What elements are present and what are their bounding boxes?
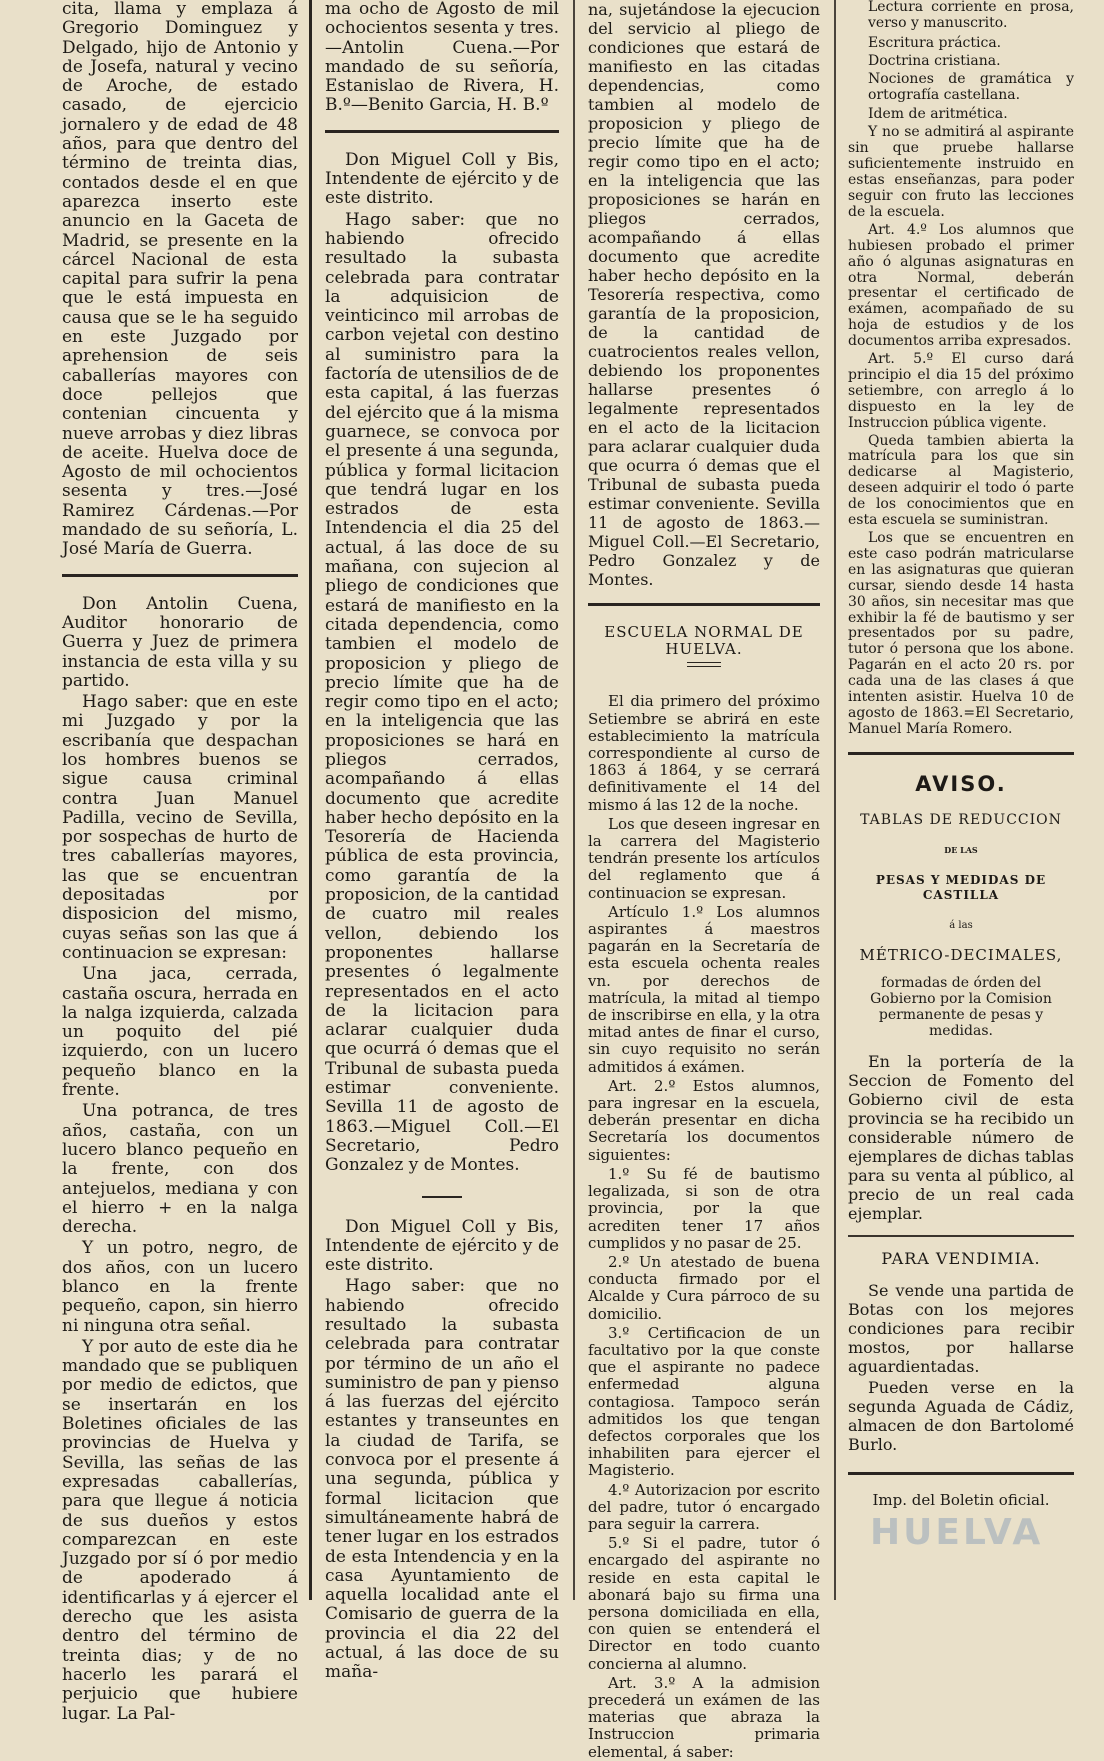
column-divider: [573, 0, 575, 1600]
notice-text: Los que deseen ingresar en la carrera del Magisterio tendrán presente los artículos del reglamento que á continuacion se expresan.: [588, 814, 820, 902]
list-item: 5.º Si el padre, tutor ó encargado del aspirante no reside en esta capital le abonará bajo su firma una persona domiciliada en ella, con quien se entenderá el Director en todo cuanto concierna al alumno.: [588, 1534, 820, 1673]
vendimia-heading: PARA VENDIMIA.: [881, 1248, 1041, 1268]
notice-text: Hago saber: que en este mi Juzgado y por la escribanía que despachan los hombres buenos se sigue causa criminal contra Juan Manuel Padilla, vecino de Sevilla, por sospechas de hurto de tres caballerías mayores, las que se encuentran depositadas por disposicion del mismo, cuyas señas son las que á continuacion se expresan:: [62, 692, 298, 963]
article-text: Art. 3.º A la admision precederá un exámen de las materias que abraza la Instruccion primaria elemental, á saber:: [588, 1673, 820, 1761]
notice-text: Una potranca, de tres años, castaña, con un lucero blanco pequeño en la frente, con dos antejuelos, mediana y con el hierro + en la nalga derecha.: [62, 1101, 298, 1238]
notice-text: Una jaca, cerrada, castaña oscura, herrada en la nalga izquierda, calzada un poquito del pié izquierdo, con un lucero pequeño blanco en la frente.: [62, 964, 298, 1101]
printer-imprint: Imp. del Boletin oficial.: [872, 1490, 1050, 1509]
article-text: Artículo 1.º Los alumnos aspirantes á maestros pagarán en la Secretaría de esta escuela ochenta reales vn. por derechos de matrícula, la mitad al tiempo de inscribirse en ella, y la otra mitad antes de finar el curso, sin cuyo requisito no serán admitidos á exámen.: [588, 902, 820, 1076]
column-1: [62, 0, 298, 1724]
column-2: [325, 0, 559, 1683]
article-text: Art. 5.º El curso dará principio el dia 15 del próximo setiembre, con arreglo á lo dispuesto en la ley de Instruccion pública vigente.: [848, 351, 1074, 431]
notice-text: En la portería de la Seccion de Fomento del Gobierno civil de esta provincia se ha recibido un considerable número de ejemplares de dichas tablas para su venta al público, al precio de un real cada ejemplar.: [848, 1051, 1074, 1223]
list-item: Escritura práctica.: [868, 34, 1002, 51]
list-item: Idem de aritmética.: [868, 106, 1008, 123]
notice-text: Queda tambien abierta la matrícula para los que sin dedicarse al Magisterio, deseen adquirir el todo ó parte de los conocimientos que en esta escuela se suministran.: [848, 432, 1074, 529]
notice-header: Don Miguel Coll y Bis, Intendente de ejército y de este distrito.: [325, 149, 559, 209]
list-item: Lectura corriente en prosa, verso y manuscrito.: [868, 0, 1074, 31]
section-heading: ESCUELA NORMAL DE HUELVA.: [604, 623, 804, 659]
section-rule: [62, 574, 298, 577]
list-item: 3.º Certificacion de un facultativo por la que conste que el aspirante no padece enfermedad alguna contagiosa. Tampoco serán admitidos los que tengan defectos corporales que los inhabiliten para ejercer el Magisterio.: [588, 1323, 820, 1480]
tables-subheading: PESAS Y MEDIDAS DE CASTILLA: [875, 872, 1047, 903]
aviso-heading: AVISO.: [915, 771, 1007, 796]
notice-text: Los que se encuentren en este caso podrán matricularse en las asignaturas que quieran cursar, siendo desde 14 hasta 30 años, sin necesitar mas que exhibir la fé de bautismo y ser presentados por su padre, tutor ó persona que los abone. Pagarán en el acto 20 rs. por cada una de las clases á que intenten asistir. Huelva 10 de agosto de 1863.=El Secretario, Manuel María Romero.: [848, 530, 1074, 737]
notice-text: Hago saber: que no habiendo ofrecido resultado la subasta celebrada para contratar por término de un año el suministro de pan y pienso á las fuerzas del ejército estantes y transeuntes en la ciudad de Tarifa, se convoca por el presente á una segunda, pública y formal licitacion que simultáneamente habrá de tener lugar en los estrados de esta Intendencia y en la casa Ayuntamiento de aquella localidad ante el Comisario de guerra de la provincia el dia 22 del actual, á las doce de su maña-: [325, 1276, 559, 1683]
section-rule: [848, 1472, 1074, 1475]
list-item: Doctrina cristiana.: [868, 52, 1001, 69]
notice-text: El dia primero del próximo Setiembre se abrirá en este establecimiento la matrícula correspondiente al curso de 1863 á 1864, y se cerrará definitivamente el 14 del mismo á las 12 de la noche.: [588, 692, 820, 814]
notice-text: Y no se admitirá al aspirante sin que pruebe hallarse suficientemente instruido en estas enseñanzas, para poder seguir con fruto las lecciones de la escuela.: [848, 124, 1074, 220]
tables-subheading: MÉTRICO-DECIMALES,: [859, 946, 1063, 965]
tables-subheading: á las: [949, 920, 973, 932]
section-rule: [848, 752, 1074, 755]
notice-header: Don Miguel Coll y Bis, Intendente de ejército y de este distrito.: [325, 1216, 559, 1276]
tables-subheading: DE LAS: [944, 844, 978, 855]
notice-text: ma ocho de Agosto de mil ochocientos sesenta y tres.—Antolin Cuena.—Por mandado de su señoría, Estanislao de Rivera, H. B.º—Benito Garcia, H. B.º: [325, 0, 559, 116]
column-3: [588, 0, 820, 1761]
notice-text: na, sujetándose la ejecucion del servicio al pliego de condiciones que estará de manifiesto en las citadas dependencias, como tambien al modelo de proposicion y pliego de precio límite que ha de regir como tipo en el acto; en la inteligencia que las proposiciones se harán en pliegos cerrados, acompañando á ellas documento que acredite haber hecho depósito en la Tesorería respectiva, como garantía de la proposicion, de la cantidad de cuatrocientos reales vellon, debiendo los proponentes hallarse presentes ó legalmente representados en el acto de la licitacion para aclarar cualquier duda que ocurra ó demas que el Tribunal de subasta pueda estimar conveniente. Sevilla 11 de agosto de 1863.—Miguel Coll.—El Secretario, Pedro Gonzalez y de Montes.: [588, 0, 820, 589]
notice-text: Hago saber: que no habiendo ofrecido resultado la subasta celebrada para contratar la adquisicion de veinticinco mil arrobas de carbon vejetal con destino al suministro para la factoría de utensilios de de esta capital, á las fuerzas del ejército que á la misma guarnece, se convoca por el presente á una segunda, pública y formal licitacion que tendrá lugar en los estrados de esta Intendencia el dia 25 del actual, á las doce de su mañana, con sujecion al pliego de condiciones que estará de manifiesto en la citada dependencia, como tambien el modelo de proposicion y pliego de precio límite que ha de regir como tipo en el acto; en la inteligencia que las proposiciones se hará en pliegos cerrados, acompañando á ellas documento que acredite haber hecho depósito en la Tesorería de Hacienda pública de esta provincia, como garantía de la proposicion, de la cantidad de cuatro mil reales vellon, debiendo los proponentes hallarse presentes ó legalmente representados en el acto de la licitacion para aclarar cualquier duda que ocurrá ó demas que el Tribunal de subasta pueda estimar conveniente. Sevilla 11 de agosto de 1863.—Miguel Coll.—El Secretario, Pedro Gonzalez y de Montes.: [325, 209, 559, 1176]
notice-text: cita, llama y emplaza á Gregorio Dominguez y Delgado, hijo de Antonio y de Josefa, natural y vecino de Aroche, de estado casado, de ejercicio jornalero y de edad de 48 años, para que dentro del término de treinta dias, contados desde el en que aparezca inserto este anuncio en la Gaceta de Madrid, se presente en la cárcel Nacional de esta capital para sufrir la pena que le está impuesta en causa que se le ha seguido en este Juzgado por aprehension de seis caballerías mayores con doce pellejos que contenian cincuenta y nueve arrobas y diez libras de aceite. Huelva doce de Agosto de mil ochocientos sesenta y tres.—José Ramirez Cárdenas.—Por mandado de su señoría, L. José María de Guerra.: [62, 0, 298, 560]
double-rule: [687, 662, 721, 667]
column-4: [848, 0, 1074, 1600]
list-item: 1.º Su fé de bautismo legalizada, si son de otra provincia, por la que acrediten tener 17 años cumplidos y no pasar de 25.: [588, 1164, 820, 1252]
tables-heading: TABLAS DE REDUCCION: [860, 811, 1062, 828]
article-text: Art. 4.º Los alumnos que hubiesen probado el primer año ó algunas asignaturas en otra Normal, deberán presentar el certificado de exámen, acompañado de su hoja de estudios y de los documentos arriba expresados.: [848, 221, 1074, 350]
article-text: Art. 2.º Estos alumnos, para ingresar en la escuela, deberán presentar en dicha Secretaría los documentos siguientes:: [588, 1076, 820, 1164]
list-item: 2.º Un atestado de buena conducta firmado por el Alcalde y Cura párroco de su domicilio.: [588, 1252, 820, 1323]
notice-text: Y por auto de este dia he mandado que se publiquen por medio de edictos, que se insertarán en los Boletines oficiales de las provincias de Huelva y Sevilla, las señas de las expresadas caballerías, para que llegue á noticia de sus dueños y estos comparezcan en este Juzgado por sí ó por medio de apoderado á identificarlas y á ejercer el derecho que les asista dentro del término de treinta dias; y de no hacerlo les parará el perjuicio que hubiere lugar. La Pal-: [62, 1336, 298, 1724]
separator-rule: [422, 1196, 462, 1198]
column-divider: [834, 0, 836, 1600]
notice-header: Don Antolin Cuena, Auditor honorario de Guerra y Juez de primera instancia de esta villa y su partido.: [62, 593, 298, 691]
notice-text: Se vende una partida de Botas con los mejores condiciones para recibir mostos, por hallarse aguardientadas.: [848, 1280, 1074, 1376]
list-item: 4.º Autorizacion por escrito del padre, tutor ó encargado para seguir la carrera.: [588, 1480, 820, 1533]
column-divider: [309, 0, 312, 1600]
notice-text: Y un potro, negro, de dos años, con un lucero blanco en la frente pequeño, capon, sin hierro ni ninguna otra señal.: [62, 1238, 298, 1336]
notice-text: formadas de órden del Gobierno por la Comision permanente de pesas y medidas.: [870, 975, 1052, 1039]
section-rule: [848, 1235, 1074, 1237]
library-watermark: HUELVA: [870, 1512, 1044, 1553]
section-rule: [325, 130, 559, 133]
section-rule: [588, 603, 820, 606]
notice-text: Pueden verse en la segunda Aguada de Cádiz, almacen de don Bartolomé Burlo.: [848, 1377, 1074, 1454]
list-item: Nociones de gramática y ortografía castellana.: [868, 70, 1074, 103]
